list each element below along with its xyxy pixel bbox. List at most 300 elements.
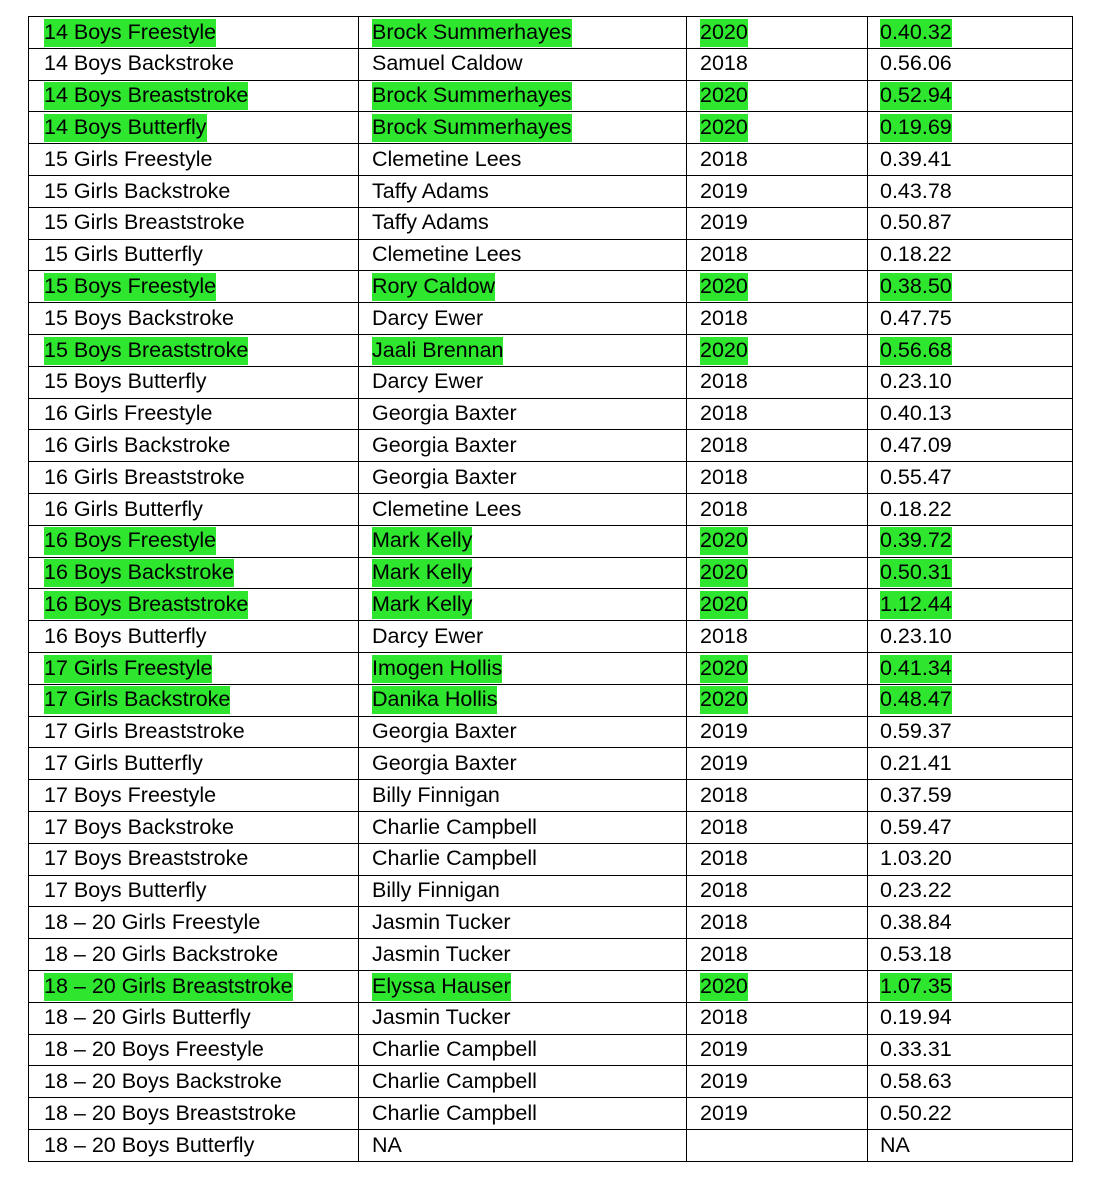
event-cell-text: 16 Girls Butterfly	[44, 496, 203, 521]
event-cell-text: 15 Boys Freestyle	[44, 273, 216, 301]
swimmer-name-cell-text: Jasmin Tucker	[372, 909, 511, 934]
swimmer-name-cell	[359, 780, 687, 812]
event-cell	[29, 621, 359, 653]
event-cell	[29, 652, 359, 684]
record-time-cell-text: 0.48.47	[880, 686, 952, 714]
swimmer-name-cell-text: Brock Summerhayes	[372, 82, 572, 110]
record-time-cell	[868, 271, 1073, 303]
year-cell	[687, 907, 868, 939]
table-row	[29, 716, 1073, 748]
year-cell	[687, 462, 868, 494]
table-row	[29, 334, 1073, 366]
table-row	[29, 239, 1073, 271]
year-cell	[687, 748, 868, 780]
event-cell	[29, 780, 359, 812]
table-row	[29, 652, 1073, 684]
record-time-cell	[868, 907, 1073, 939]
record-time-cell-text: 0.41.34	[880, 655, 952, 683]
swimmer-name-cell-text: Clemetine Lees	[372, 146, 522, 171]
swimmer-name-cell	[359, 366, 687, 398]
record-time-cell	[868, 366, 1073, 398]
record-time-cell	[868, 1066, 1073, 1098]
record-time-cell	[868, 811, 1073, 843]
record-time-cell-text: 0.52.94	[880, 82, 952, 110]
year-cell	[687, 652, 868, 684]
event-cell-text: 18 – 20 Girls Breaststroke	[44, 973, 293, 1001]
swimmer-name-cell-text: Charlie Campbell	[372, 846, 537, 871]
record-time-cell-text: 0.38.84	[880, 909, 952, 934]
swimmer-name-cell-text: Charlie Campbell	[372, 1100, 537, 1125]
record-time-cell-text: 0.38.50	[880, 273, 952, 301]
year-cell-text: 2018	[700, 369, 748, 394]
swimmer-name-cell-text: Imogen Hollis	[372, 655, 502, 683]
record-time-cell	[868, 748, 1073, 780]
table-row	[29, 1129, 1073, 1161]
club-records-table	[28, 16, 1073, 1162]
year-cell	[687, 684, 868, 716]
event-cell	[29, 843, 359, 875]
table-row	[29, 843, 1073, 875]
record-time-cell	[868, 652, 1073, 684]
record-time-cell-text: 0.33.31	[880, 1037, 952, 1062]
event-cell-text: 18 – 20 Boys Backstroke	[44, 1068, 282, 1093]
event-cell	[29, 112, 359, 144]
record-time-cell	[868, 239, 1073, 271]
record-time-cell-text: 0.47.09	[880, 433, 952, 457]
year-cell	[687, 271, 868, 303]
record-time-cell	[868, 462, 1073, 494]
swimmer-name-cell-text: Jaali Brennan	[372, 337, 503, 365]
swimmer-name-cell-text: Georgia Baxter	[372, 464, 517, 489]
record-time-cell-text: 0.19.69	[880, 114, 952, 142]
year-cell-text: 2018	[700, 496, 748, 521]
record-time-cell-text: 0.59.47	[880, 814, 952, 839]
swimmer-name-cell	[359, 175, 687, 207]
year-cell	[687, 1002, 868, 1034]
year-cell	[687, 970, 868, 1002]
table-row	[29, 48, 1073, 80]
record-time-cell-text: 0.39.72	[880, 527, 952, 555]
record-time-cell-text: 0.40.13	[880, 401, 952, 426]
year-cell	[687, 843, 868, 875]
event-cell-text: 16 Boys Backstroke	[44, 559, 234, 587]
table-row	[29, 493, 1073, 525]
event-cell	[29, 1098, 359, 1130]
event-cell	[29, 303, 359, 335]
year-cell-text: 2019	[700, 178, 748, 203]
record-time-cell-text: 0.50.87	[880, 210, 952, 235]
event-cell	[29, 875, 359, 907]
year-cell	[687, 1129, 868, 1161]
year-cell-text: 2019	[700, 1068, 748, 1093]
swimmer-name-cell	[359, 652, 687, 684]
year-cell	[687, 207, 868, 239]
event-cell	[29, 239, 359, 271]
record-time-cell	[868, 1129, 1073, 1161]
record-time-cell	[868, 716, 1073, 748]
event-cell-text: 18 – 20 Girls Freestyle	[44, 909, 261, 934]
record-time-cell-text: 0.50.31	[880, 559, 952, 587]
year-cell-text: 2020	[700, 19, 748, 47]
swimmer-name-cell-text: Brock Summerhayes	[372, 19, 572, 47]
year-cell-text: 2020	[700, 82, 748, 110]
record-time-cell	[868, 1002, 1073, 1034]
year-cell	[687, 303, 868, 335]
year-cell-text: 2020	[700, 686, 748, 714]
year-cell	[687, 48, 868, 80]
table-row	[29, 811, 1073, 843]
year-cell-text: 2018	[700, 846, 748, 871]
year-cell	[687, 939, 868, 971]
swimmer-name-cell	[359, 17, 687, 49]
event-cell-text: 17 Boys Backstroke	[44, 814, 235, 839]
swimmer-name-cell	[359, 271, 687, 303]
swimmer-name-cell	[359, 748, 687, 780]
table-row	[29, 112, 1073, 144]
event-cell	[29, 970, 359, 1002]
year-cell	[687, 557, 868, 589]
year-cell	[687, 716, 868, 748]
table-row	[29, 557, 1073, 589]
swimmer-name-cell-text: Clemetine Lees	[372, 496, 522, 521]
record-time-cell	[868, 970, 1073, 1002]
year-cell-text: 2018	[700, 401, 748, 426]
record-time-cell-text: 0.18.22	[880, 242, 952, 267]
year-cell	[687, 780, 868, 812]
year-cell	[687, 430, 868, 462]
table-row	[29, 970, 1073, 1002]
record-time-cell-text: 0.59.37	[880, 719, 952, 744]
table-row	[29, 462, 1073, 494]
event-cell-text: 18 – 20 Boys Breaststroke	[44, 1100, 297, 1125]
record-time-cell	[868, 557, 1073, 589]
year-cell-text: 2018	[700, 433, 748, 457]
swimmer-name-cell-text: Billy Finnigan	[372, 782, 500, 807]
record-time-cell-text: 0.23.22	[880, 878, 952, 903]
record-time-cell-text: 0.23.10	[880, 369, 952, 394]
record-time-cell-text: 0.39.41	[880, 146, 952, 171]
record-time-cell	[868, 843, 1073, 875]
swimmer-name-cell	[359, 1129, 687, 1161]
record-time-cell	[868, 525, 1073, 557]
event-cell-text: 14 Boys Backstroke	[44, 51, 235, 76]
swimmer-name-cell	[359, 80, 687, 112]
swimmer-name-cell	[359, 430, 687, 462]
table-row	[29, 175, 1073, 207]
event-cell-text: 18 – 20 Boys Butterfly	[44, 1132, 255, 1157]
year-cell	[687, 1034, 868, 1066]
swimmer-name-cell	[359, 144, 687, 176]
swimmer-name-cell-text: Elyssa Hauser	[372, 973, 511, 1001]
record-time-cell-text: 0.55.47	[880, 464, 952, 489]
swimmer-name-cell-text: Darcy Ewer	[372, 369, 484, 394]
table-row	[29, 366, 1073, 398]
swimmer-name-cell	[359, 557, 687, 589]
event-cell	[29, 334, 359, 366]
year-cell-text: 2018	[700, 146, 748, 171]
swimmer-name-cell-text: Charlie Campbell	[372, 1037, 537, 1062]
year-cell-text: 2018	[700, 814, 748, 839]
year-cell	[687, 144, 868, 176]
year-cell-text: 2018	[700, 51, 748, 76]
record-time-cell	[868, 430, 1073, 462]
event-cell	[29, 207, 359, 239]
event-cell-text: 15 Girls Breaststroke	[44, 210, 245, 235]
year-cell	[687, 621, 868, 653]
year-cell-text: 2018	[700, 878, 748, 903]
record-time-cell	[868, 780, 1073, 812]
record-time-cell-text: 0.37.59	[880, 782, 952, 807]
swimmer-name-cell	[359, 1034, 687, 1066]
year-cell-text: 2018	[700, 464, 748, 489]
event-cell	[29, 525, 359, 557]
swimmer-name-cell-text: Taffy Adams	[372, 210, 489, 235]
year-cell-text: 2020	[700, 591, 748, 619]
table-row	[29, 207, 1073, 239]
swimmer-name-cell-text: Georgia Baxter	[372, 719, 517, 744]
record-time-cell	[868, 144, 1073, 176]
event-cell	[29, 907, 359, 939]
year-cell	[687, 589, 868, 621]
swimmer-name-cell	[359, 239, 687, 271]
event-cell-text: 17 Boys Butterfly	[44, 878, 207, 903]
year-cell	[687, 175, 868, 207]
swimmer-name-cell	[359, 843, 687, 875]
year-cell	[687, 1066, 868, 1098]
event-cell	[29, 398, 359, 430]
record-time-cell	[868, 1034, 1073, 1066]
table-row	[29, 525, 1073, 557]
table-row	[29, 17, 1073, 49]
table-row	[29, 939, 1073, 971]
event-cell-text: 15 Boys Breaststroke	[44, 337, 248, 365]
event-cell	[29, 1129, 359, 1161]
year-cell-text: 2019	[700, 1037, 748, 1062]
record-time-cell-text: 0.40.32	[880, 19, 952, 47]
record-time-cell	[868, 493, 1073, 525]
year-cell-text: 2019	[700, 750, 748, 775]
record-time-cell	[868, 175, 1073, 207]
year-cell-text: 2020	[700, 655, 748, 683]
year-cell	[687, 80, 868, 112]
year-cell-text: 2020	[700, 337, 748, 365]
record-time-cell	[868, 80, 1073, 112]
swimmer-name-cell	[359, 525, 687, 557]
event-cell	[29, 1034, 359, 1066]
record-time-cell-text: 0.53.18	[880, 941, 952, 966]
table-row	[29, 144, 1073, 176]
year-cell	[687, 1098, 868, 1130]
record-time-cell-text: 0.23.10	[880, 623, 952, 648]
swimmer-name-cell	[359, 907, 687, 939]
year-cell-text: 2020	[700, 559, 748, 587]
swimmer-name-cell-text: Darcy Ewer	[372, 305, 484, 330]
swimmer-name-cell-text: Georgia Baxter	[372, 750, 517, 775]
record-time-cell-text: 1.07.35	[880, 973, 952, 1001]
event-cell	[29, 366, 359, 398]
record-time-cell-text: 0.19.94	[880, 1005, 952, 1030]
event-cell	[29, 17, 359, 49]
event-cell	[29, 1002, 359, 1034]
event-cell-text: 14 Boys Butterfly	[44, 114, 207, 142]
event-cell-text: 15 Boys Backstroke	[44, 305, 235, 330]
event-cell	[29, 271, 359, 303]
swimmer-name-cell	[359, 716, 687, 748]
event-cell	[29, 557, 359, 589]
swimmer-name-cell-text: Danika Hollis	[372, 686, 497, 714]
event-cell-text: 16 Boys Butterfly	[44, 623, 207, 648]
swimmer-name-cell	[359, 462, 687, 494]
record-time-cell	[868, 589, 1073, 621]
event-cell-text: 14 Boys Freestyle	[44, 19, 216, 47]
swimmer-name-cell-text: Darcy Ewer	[372, 623, 484, 648]
table-row	[29, 1002, 1073, 1034]
swimmer-name-cell	[359, 1002, 687, 1034]
year-cell	[687, 493, 868, 525]
event-cell-text: 15 Girls Butterfly	[44, 242, 203, 267]
record-time-cell-text: 0.50.22	[880, 1100, 952, 1125]
year-cell-text: 2018	[700, 909, 748, 934]
year-cell	[687, 398, 868, 430]
record-time-cell-text: NA	[880, 1132, 910, 1157]
swimmer-name-cell-text: Mark Kelly	[372, 527, 472, 555]
table-row	[29, 1034, 1073, 1066]
record-time-cell-text: 0.43.78	[880, 178, 952, 203]
event-cell-text: 18 – 20 Girls Backstroke	[44, 941, 279, 966]
swimmer-name-cell-text: Charlie Campbell	[372, 814, 537, 839]
year-cell	[687, 17, 868, 49]
swimmer-name-cell-text: Brock Summerhayes	[372, 114, 572, 142]
table-row	[29, 875, 1073, 907]
event-cell-text: 16 Boys Freestyle	[44, 527, 216, 555]
swimmer-name-cell-text: Jasmin Tucker	[372, 1005, 511, 1030]
table-row	[29, 430, 1073, 462]
record-time-cell	[868, 875, 1073, 907]
table-row	[29, 80, 1073, 112]
swimmer-name-cell-text: Jasmin Tucker	[372, 941, 511, 966]
event-cell-text: 17 Girls Freestyle	[44, 655, 212, 683]
swimmer-name-cell	[359, 112, 687, 144]
event-cell-text: 15 Girls Freestyle	[44, 146, 213, 171]
table-row	[29, 621, 1073, 653]
table-row	[29, 398, 1073, 430]
swimmer-name-cell-text: Clemetine Lees	[372, 242, 522, 267]
event-cell-text: 15 Boys Butterfly	[44, 369, 207, 394]
swimmer-name-cell-text: Georgia Baxter	[372, 401, 517, 426]
swimmer-name-cell-text: Mark Kelly	[372, 559, 472, 587]
swimmer-name-cell-text: NA	[372, 1132, 402, 1157]
event-cell	[29, 80, 359, 112]
year-cell-text: 2019	[700, 719, 748, 744]
year-cell-text: 2018	[700, 623, 748, 648]
records-table-body	[29, 17, 1073, 1162]
event-cell	[29, 144, 359, 176]
year-cell-text: 2020	[700, 527, 748, 555]
event-cell-text: 18 – 20 Boys Freestyle	[44, 1037, 264, 1062]
swimmer-name-cell	[359, 621, 687, 653]
event-cell	[29, 48, 359, 80]
year-cell-text: 2020	[700, 114, 748, 142]
table-row	[29, 589, 1073, 621]
record-time-cell	[868, 334, 1073, 366]
year-cell	[687, 239, 868, 271]
record-time-cell	[868, 398, 1073, 430]
swimmer-name-cell	[359, 303, 687, 335]
year-cell-text: 2020	[700, 973, 748, 1001]
table-row	[29, 684, 1073, 716]
event-cell-text: 17 Girls Breaststroke	[44, 719, 245, 744]
event-cell-text: 16 Boys Breaststroke	[44, 591, 248, 619]
year-cell-text: 2019	[700, 1100, 748, 1125]
event-cell-text: 17 Boys Freestyle	[44, 782, 217, 807]
event-cell	[29, 939, 359, 971]
year-cell-text: 2019	[700, 210, 748, 235]
swimmer-name-cell	[359, 493, 687, 525]
record-time-cell	[868, 303, 1073, 335]
swimmer-name-cell	[359, 970, 687, 1002]
swimmer-name-cell-text: Taffy Adams	[372, 178, 489, 203]
event-cell	[29, 589, 359, 621]
table-row	[29, 1098, 1073, 1130]
record-time-cell-text: 0.56.06	[880, 51, 952, 76]
event-cell	[29, 684, 359, 716]
swimmer-name-cell	[359, 684, 687, 716]
event-cell-text: 16 Girls Breaststroke	[44, 464, 245, 489]
swimmer-name-cell-text: Billy Finnigan	[372, 878, 500, 903]
event-cell	[29, 1066, 359, 1098]
table-row	[29, 748, 1073, 780]
event-cell	[29, 430, 359, 462]
year-cell	[687, 334, 868, 366]
table-row	[29, 907, 1073, 939]
event-cell	[29, 716, 359, 748]
table-row	[29, 303, 1073, 335]
event-cell-text: 14 Boys Breaststroke	[44, 82, 248, 110]
swimmer-name-cell	[359, 334, 687, 366]
record-time-cell	[868, 48, 1073, 80]
table-row	[29, 271, 1073, 303]
record-time-cell	[868, 621, 1073, 653]
swimmer-name-cell	[359, 207, 687, 239]
swimmer-name-cell	[359, 1098, 687, 1130]
swimmer-name-cell-text: Georgia Baxter	[372, 433, 517, 457]
record-time-cell	[868, 684, 1073, 716]
year-cell-text: 2018	[700, 782, 748, 807]
event-cell-text: 16 Girls Backstroke	[44, 433, 231, 457]
swimmer-name-cell-text: Samuel Caldow	[372, 51, 523, 76]
record-time-cell	[868, 207, 1073, 239]
event-cell	[29, 175, 359, 207]
record-time-cell	[868, 939, 1073, 971]
year-cell-text: 2018	[700, 1005, 748, 1030]
event-cell-text: 16 Girls Freestyle	[44, 401, 213, 426]
record-time-cell	[868, 112, 1073, 144]
record-time-cell-text: 0.18.22	[880, 496, 952, 521]
year-cell-text: 2020	[700, 273, 748, 301]
swimmer-name-cell-text: Mark Kelly	[372, 591, 472, 619]
record-time-cell-text: 1.03.20	[880, 846, 952, 871]
swimmer-name-cell	[359, 875, 687, 907]
year-cell	[687, 366, 868, 398]
event-cell-text: 17 Boys Breaststroke	[44, 846, 249, 871]
event-cell	[29, 462, 359, 494]
record-time-cell-text: 0.47.75	[880, 305, 952, 330]
event-cell	[29, 493, 359, 525]
event-cell-text: 18 – 20 Girls Butterfly	[44, 1005, 251, 1030]
year-cell-text: 2018	[700, 941, 748, 966]
event-cell	[29, 811, 359, 843]
record-time-cell-text: 1.12.44	[880, 591, 952, 619]
